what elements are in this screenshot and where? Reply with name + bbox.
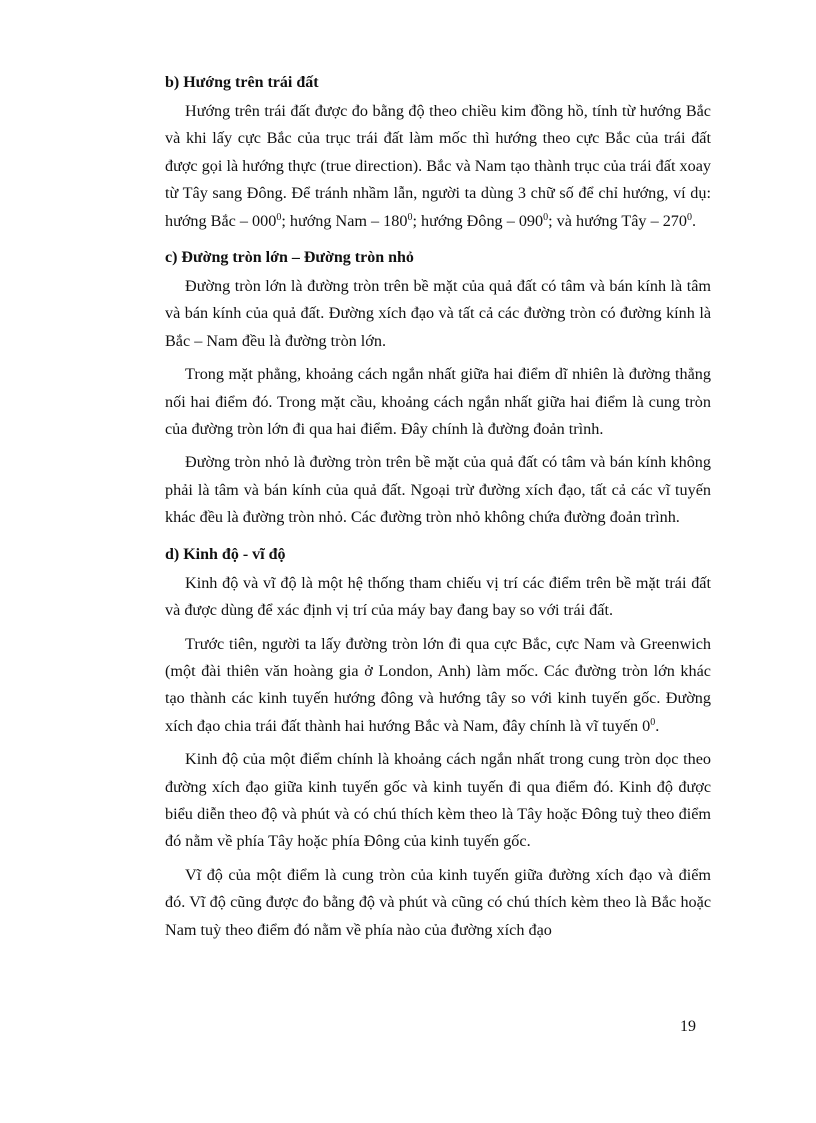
section-heading: c) Đường tròn lớn – Đường tròn nhỏ — [165, 249, 414, 267]
paragraph: Kinh độ và vĩ độ là một hệ thống tham chiếu vị trí các điểm trên bề mặt trái đất và được dùng để xác định vị trí của máy bay đang bay so với trái đất. — [165, 573, 711, 620]
paragraph: Hướng trên trái đất được đo bằng độ theo chiều kim đồng hồ, tính từ hướng Bắc và khi lấy cực Bắc của trục trái đất làm mốc thì hướng theo cực Bắc của trái đất được gọi là hướng thực (true direction). Bắc và Nam tạo thành trục của trái đất xoay từ Tây sang Đông. Để tránh nhầm lẫn, người ta dùng 3 chữ số để chỉ hướng, ví dụ: hướng Bắc – $000^0$; hướng Nam – $180^0$; hướng Đông – $090^0$; và hướng Tây – $270^0$. — [165, 102, 711, 230]
section-heading: d) Kinh độ - vĩ độ — [165, 545, 286, 563]
paragraph: Trong mặt phẳng, khoảng cách ngắn nhất giữa hai điểm dĩ nhiên là đường thẳng nối hai điểm đó. Trong mặt cầu, khoảng cách ngắn nhất giữa hai điểm là cung tròn của đường tròn lớn đi qua hai điểm. Đây chính là đường đoản trình. — [165, 365, 711, 439]
page-body — [165, 72, 711, 956]
paragraph: Vĩ độ của một điểm là cung tròn của kinh tuyến giữa đường xích đạo và điểm đó. Vĩ độ cũng được đo bằng độ và phút và cũng có chú thích kèm theo là Bắc hoặc Nam tuỳ theo điểm đó nằm về phía nào của đường xích đạo — [165, 865, 711, 939]
section-heading: b) Hướng trên trái đất — [165, 74, 319, 91]
section-duong-tron — [165, 247, 711, 532]
paragraph: Đường tròn lớn là đường tròn trên bề mặt của quả đất có tâm và bán kính là tâm và bán kính của quả đất. Đường xích đạo và tất cả các đường tròn có đường kính là Bắc – Nam đều là đường tròn lớn. — [165, 277, 711, 350]
paragraph: Kinh độ của một điểm chính là khoảng cách ngắn nhất trong cung tròn dọc theo đường xích đạo giữa kinh tuyến gốc và kinh tuyến đi qua điểm đó. Kinh độ được biểu diễn theo độ và phút và có chú thích kèm theo là Tây hoặc Đông tuỳ theo điểm đó nằm về phía Tây hoặc phía Đông của kinh tuyến gốc. — [165, 750, 711, 851]
paragraph: Trước tiên, người ta lấy đường tròn lớn đi qua cực Bắc, cực Nam và Greenwich (một đài thiên văn hoàng gia ở London, Anh) làm mốc. Các đường tròn lớn khác tạo thành các kinh tuyến hướng đông và hướng tây so với kinh tuyến gốc. Đường xích đạo chia trái đất thành hai hướng Bắc và Nam, đây chính là vĩ tuyến $0^0$. — [165, 634, 711, 735]
section-huong-tren-trai-dat — [165, 72, 711, 235]
paragraph: Đường tròn nhỏ là đường tròn trên bề mặt của quả đất có tâm và bán kính không phải là tâm và bán kính của quả đất. Ngoại trừ đường xích đạo, tất cả các vĩ tuyến khác đều là đường tròn nhỏ. Các đường tròn nhỏ không chứa đường đoản trình. — [165, 453, 711, 527]
section-kinh-do-vi-do — [165, 544, 711, 944]
page-number: 19 — [680, 1018, 696, 1035]
